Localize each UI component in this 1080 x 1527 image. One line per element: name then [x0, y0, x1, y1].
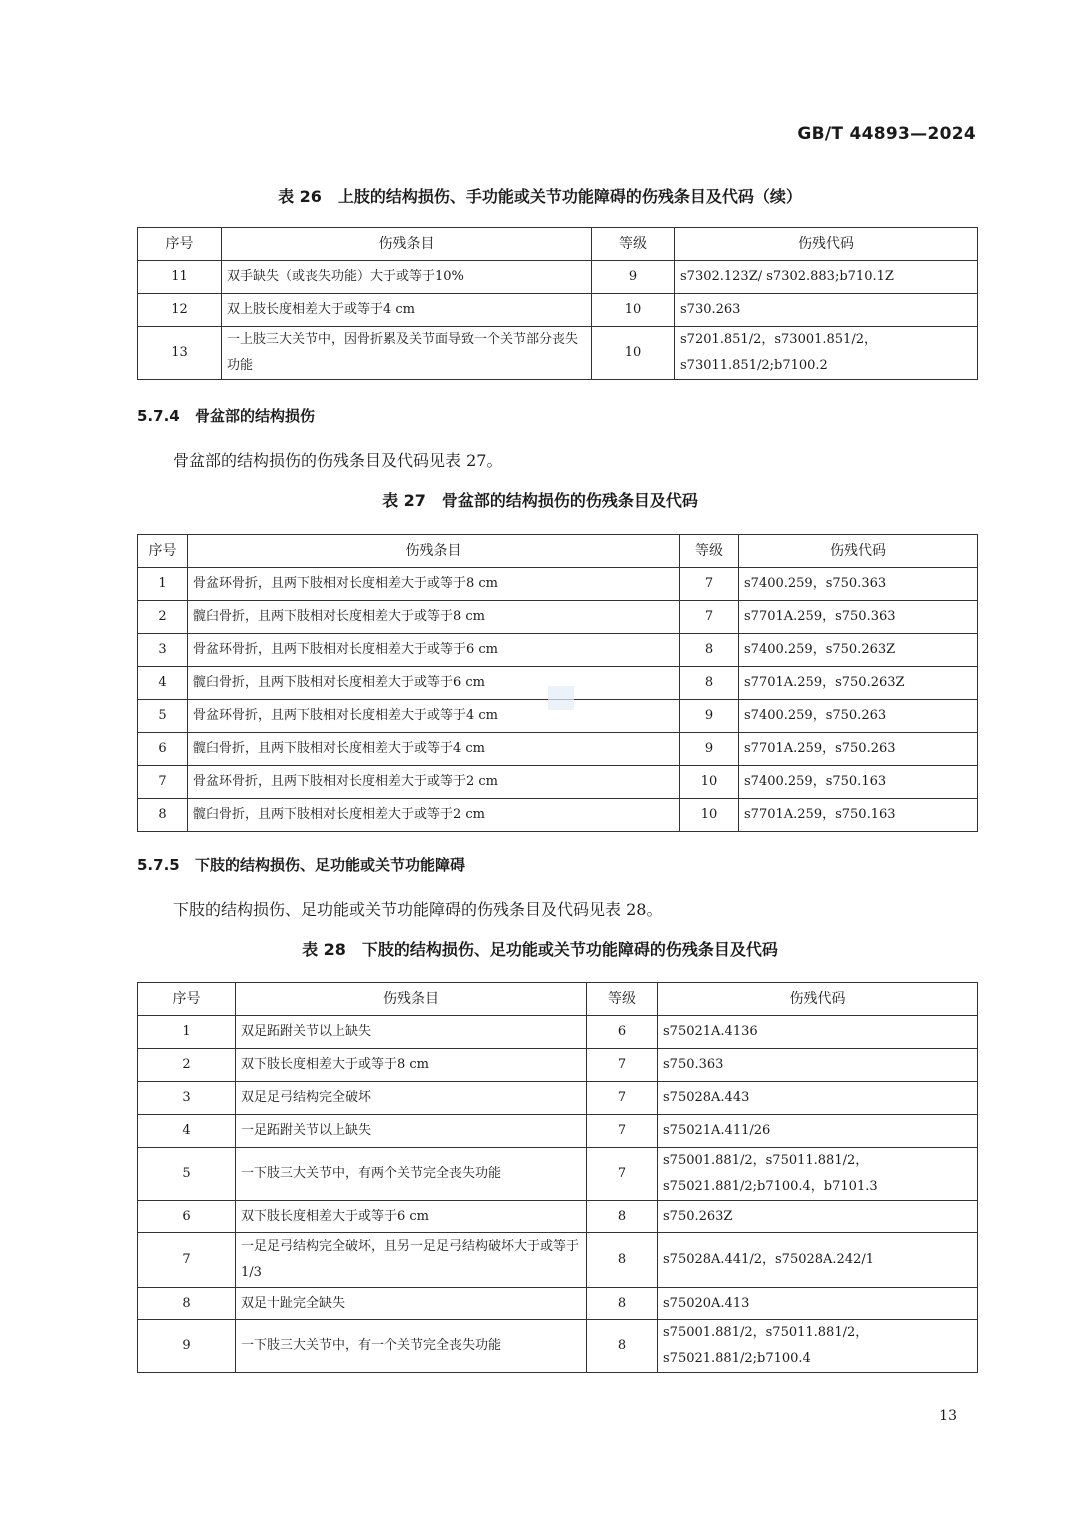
body-paragraph: 骨盆部的结构损伤的伤残条目及代码见表 27。	[173, 451, 503, 470]
cell-code: s75001.881/2，s75011.881/2，s75021.881/2;b7100.4，b7101.3	[658, 1148, 978, 1201]
section-number: 5.7.4	[137, 407, 180, 425]
cell-item: 髋臼骨折，且两下肢相对长度相差大于或等于6 cm	[188, 667, 680, 700]
cell-code: s7701A.259，s750.163	[739, 799, 978, 832]
cell-item: 一下肢三大关节中，有一个关节完全丧失功能	[236, 1320, 587, 1373]
cell-item: 一上肢三大关节中，因骨折累及关节面导致一个关节部分丧失功能	[222, 327, 592, 380]
table-row	[138, 634, 978, 667]
cell-no: 6	[138, 1201, 236, 1233]
cell-grade: 8	[680, 667, 739, 700]
column-header-item: 伤残条目	[236, 983, 587, 1016]
cell-no: 1	[138, 568, 188, 601]
cell-no: 1	[138, 1016, 236, 1049]
cell-grade: 6	[587, 1016, 658, 1049]
cell-code: s7302.123Z/ s7302.883;b710.1Z	[675, 261, 978, 294]
cell-grade: 9	[680, 733, 739, 766]
cell-code: s7400.259，s750.363	[739, 568, 978, 601]
table-row	[138, 261, 978, 294]
section-title: 骨盆部的结构损伤	[195, 407, 316, 425]
column-header-no: 序号	[138, 228, 222, 261]
section-title: 下肢的结构损伤、足功能或关节功能障碍	[195, 856, 466, 874]
cell-item: 一足足弓结构完全破坏，且另一足足弓结构破坏大于或等于1/3	[236, 1233, 587, 1288]
cell-grade: 9	[592, 261, 675, 294]
cell-grade: 8	[587, 1288, 658, 1320]
cell-code: s7701A.259，s750.263	[739, 733, 978, 766]
column-header-no: 序号	[138, 535, 188, 568]
table-row	[138, 1148, 978, 1201]
cell-no: 6	[138, 733, 188, 766]
table-row	[138, 1115, 978, 1148]
cell-code: s75020A.413	[658, 1288, 978, 1320]
cell-grade: 7	[680, 568, 739, 601]
table-row	[138, 1016, 978, 1049]
cell-item: 骨盆环骨折，且两下肢相对长度相差大于或等于4 cm	[188, 700, 680, 733]
cell-item: 髋臼骨折，且两下肢相对长度相差大于或等于8 cm	[188, 601, 680, 634]
cell-item: 一下肢三大关节中，有两个关节完全丧失功能	[236, 1148, 587, 1201]
cell-grade: 8	[680, 634, 739, 667]
cell-no: 5	[138, 1148, 236, 1201]
cell-code: s75021A.411/26	[658, 1115, 978, 1148]
cell-code: s75028A.443	[658, 1082, 978, 1115]
cell-no: 3	[138, 634, 188, 667]
cell-grade: 10	[592, 327, 675, 380]
cell-grade: 7	[587, 1082, 658, 1115]
column-header-grade: 等级	[680, 535, 739, 568]
cell-code: s7201.851/2，s73001.851/2，s73011.851/2;b7100.2	[675, 327, 978, 380]
table-row	[138, 327, 978, 380]
cell-grade: 7	[587, 1049, 658, 1082]
cell-item: 双足十趾完全缺失	[236, 1288, 587, 1320]
section-number: 5.7.5	[137, 856, 180, 874]
cell-code: s7400.259，s750.263Z	[739, 634, 978, 667]
cell-grade: 10	[680, 799, 739, 832]
cell-grade: 7	[587, 1148, 658, 1201]
table-row	[138, 766, 978, 799]
cell-code: s7701A.259，s750.263Z	[739, 667, 978, 700]
table-row	[138, 733, 978, 766]
table-row	[138, 1320, 978, 1373]
cell-grade: 7	[680, 601, 739, 634]
table-row	[138, 799, 978, 832]
cell-no: 13	[138, 327, 222, 380]
cell-no: 5	[138, 700, 188, 733]
cell-item: 双足足弓结构完全破坏	[236, 1082, 587, 1115]
body-paragraph: 下肢的结构损伤、足功能或关节功能障碍的伤残条目及代码见表 28。	[173, 900, 663, 919]
cell-item: 骨盆环骨折，且两下肢相对长度相差大于或等于8 cm	[188, 568, 680, 601]
cell-no: 9	[138, 1320, 236, 1373]
table-26	[137, 227, 978, 380]
cell-code: s7701A.259，s750.363	[739, 601, 978, 634]
column-header-grade: 等级	[592, 228, 675, 261]
table-28	[137, 982, 978, 1373]
table-row	[138, 1082, 978, 1115]
cell-item: 髋臼骨折，且两下肢相对长度相差大于或等于2 cm	[188, 799, 680, 832]
cell-grade: 10	[680, 766, 739, 799]
cell-no: 8	[138, 1288, 236, 1320]
cell-no: 2	[138, 1049, 236, 1082]
cell-no: 2	[138, 601, 188, 634]
cell-no: 4	[138, 1115, 236, 1148]
cell-no: 12	[138, 294, 222, 327]
table-row	[138, 1288, 978, 1320]
cell-no: 7	[138, 766, 188, 799]
cell-item: 骨盆环骨折，且两下肢相对长度相差大于或等于2 cm	[188, 766, 680, 799]
standard-code: GB/T 44893—2024	[797, 124, 976, 144]
column-header-item: 伤残条目	[222, 228, 592, 261]
cell-item: 双下肢长度相差大于或等于8 cm	[236, 1049, 587, 1082]
cell-code: s7400.259，s750.263	[739, 700, 978, 733]
column-header-code: 伤残代码	[675, 228, 978, 261]
column-header-no: 序号	[138, 983, 236, 1016]
column-header-code: 伤残代码	[658, 983, 978, 1016]
watermark-mark	[548, 686, 574, 710]
cell-code: s75001.881/2，s75011.881/2，s75021.881/2;b7100.4	[658, 1320, 978, 1373]
column-header-grade: 等级	[587, 983, 658, 1016]
cell-code: s730.263	[675, 294, 978, 327]
cell-item: 双手缺失（或丧失功能）大于或等于10%	[222, 261, 592, 294]
cell-grade: 8	[587, 1320, 658, 1373]
table-row	[138, 601, 978, 634]
cell-no: 8	[138, 799, 188, 832]
cell-item: 髋臼骨折，且两下肢相对长度相差大于或等于4 cm	[188, 733, 680, 766]
cell-code: s750.363	[658, 1049, 978, 1082]
table-row	[138, 1201, 978, 1233]
table-27	[137, 534, 978, 832]
section-heading	[137, 854, 465, 875]
cell-grade: 7	[587, 1115, 658, 1148]
page-number: 13	[939, 1408, 957, 1424]
table-row	[138, 1233, 978, 1288]
section-heading	[137, 405, 315, 426]
column-header-code: 伤残代码	[739, 535, 978, 568]
cell-no: 3	[138, 1082, 236, 1115]
cell-item: 双下肢长度相差大于或等于6 cm	[236, 1201, 587, 1233]
cell-code: s75021A.4136	[658, 1016, 978, 1049]
cell-item: 双上肢长度相差大于或等于4 cm	[222, 294, 592, 327]
cell-grade: 10	[592, 294, 675, 327]
table-row	[138, 294, 978, 327]
cell-no: 7	[138, 1233, 236, 1288]
table-27-caption: 表 27 骨盆部的结构损伤的伤残条目及代码	[382, 491, 698, 510]
table-28-caption: 表 28 下肢的结构损伤、足功能或关节功能障碍的伤残条目及代码	[302, 940, 778, 959]
cell-item: 双足跖跗关节以上缺失	[236, 1016, 587, 1049]
cell-grade: 8	[587, 1201, 658, 1233]
cell-item: 一足跖跗关节以上缺失	[236, 1115, 587, 1148]
cell-code: s750.263Z	[658, 1201, 978, 1233]
table-row	[138, 568, 978, 601]
cell-grade: 9	[680, 700, 739, 733]
cell-code: s75028A.441/2，s75028A.242/1	[658, 1233, 978, 1288]
cell-grade: 8	[587, 1233, 658, 1288]
cell-item: 骨盆环骨折，且两下肢相对长度相差大于或等于6 cm	[188, 634, 680, 667]
column-header-item: 伤残条目	[188, 535, 680, 568]
table-row	[138, 1049, 978, 1082]
table-26-caption: 表 26 上肢的结构损伤、手功能或关节功能障碍的伤残条目及代码（续）	[278, 187, 802, 206]
cell-code: s7400.259，s750.163	[739, 766, 978, 799]
cell-no: 4	[138, 667, 188, 700]
cell-no: 11	[138, 261, 222, 294]
